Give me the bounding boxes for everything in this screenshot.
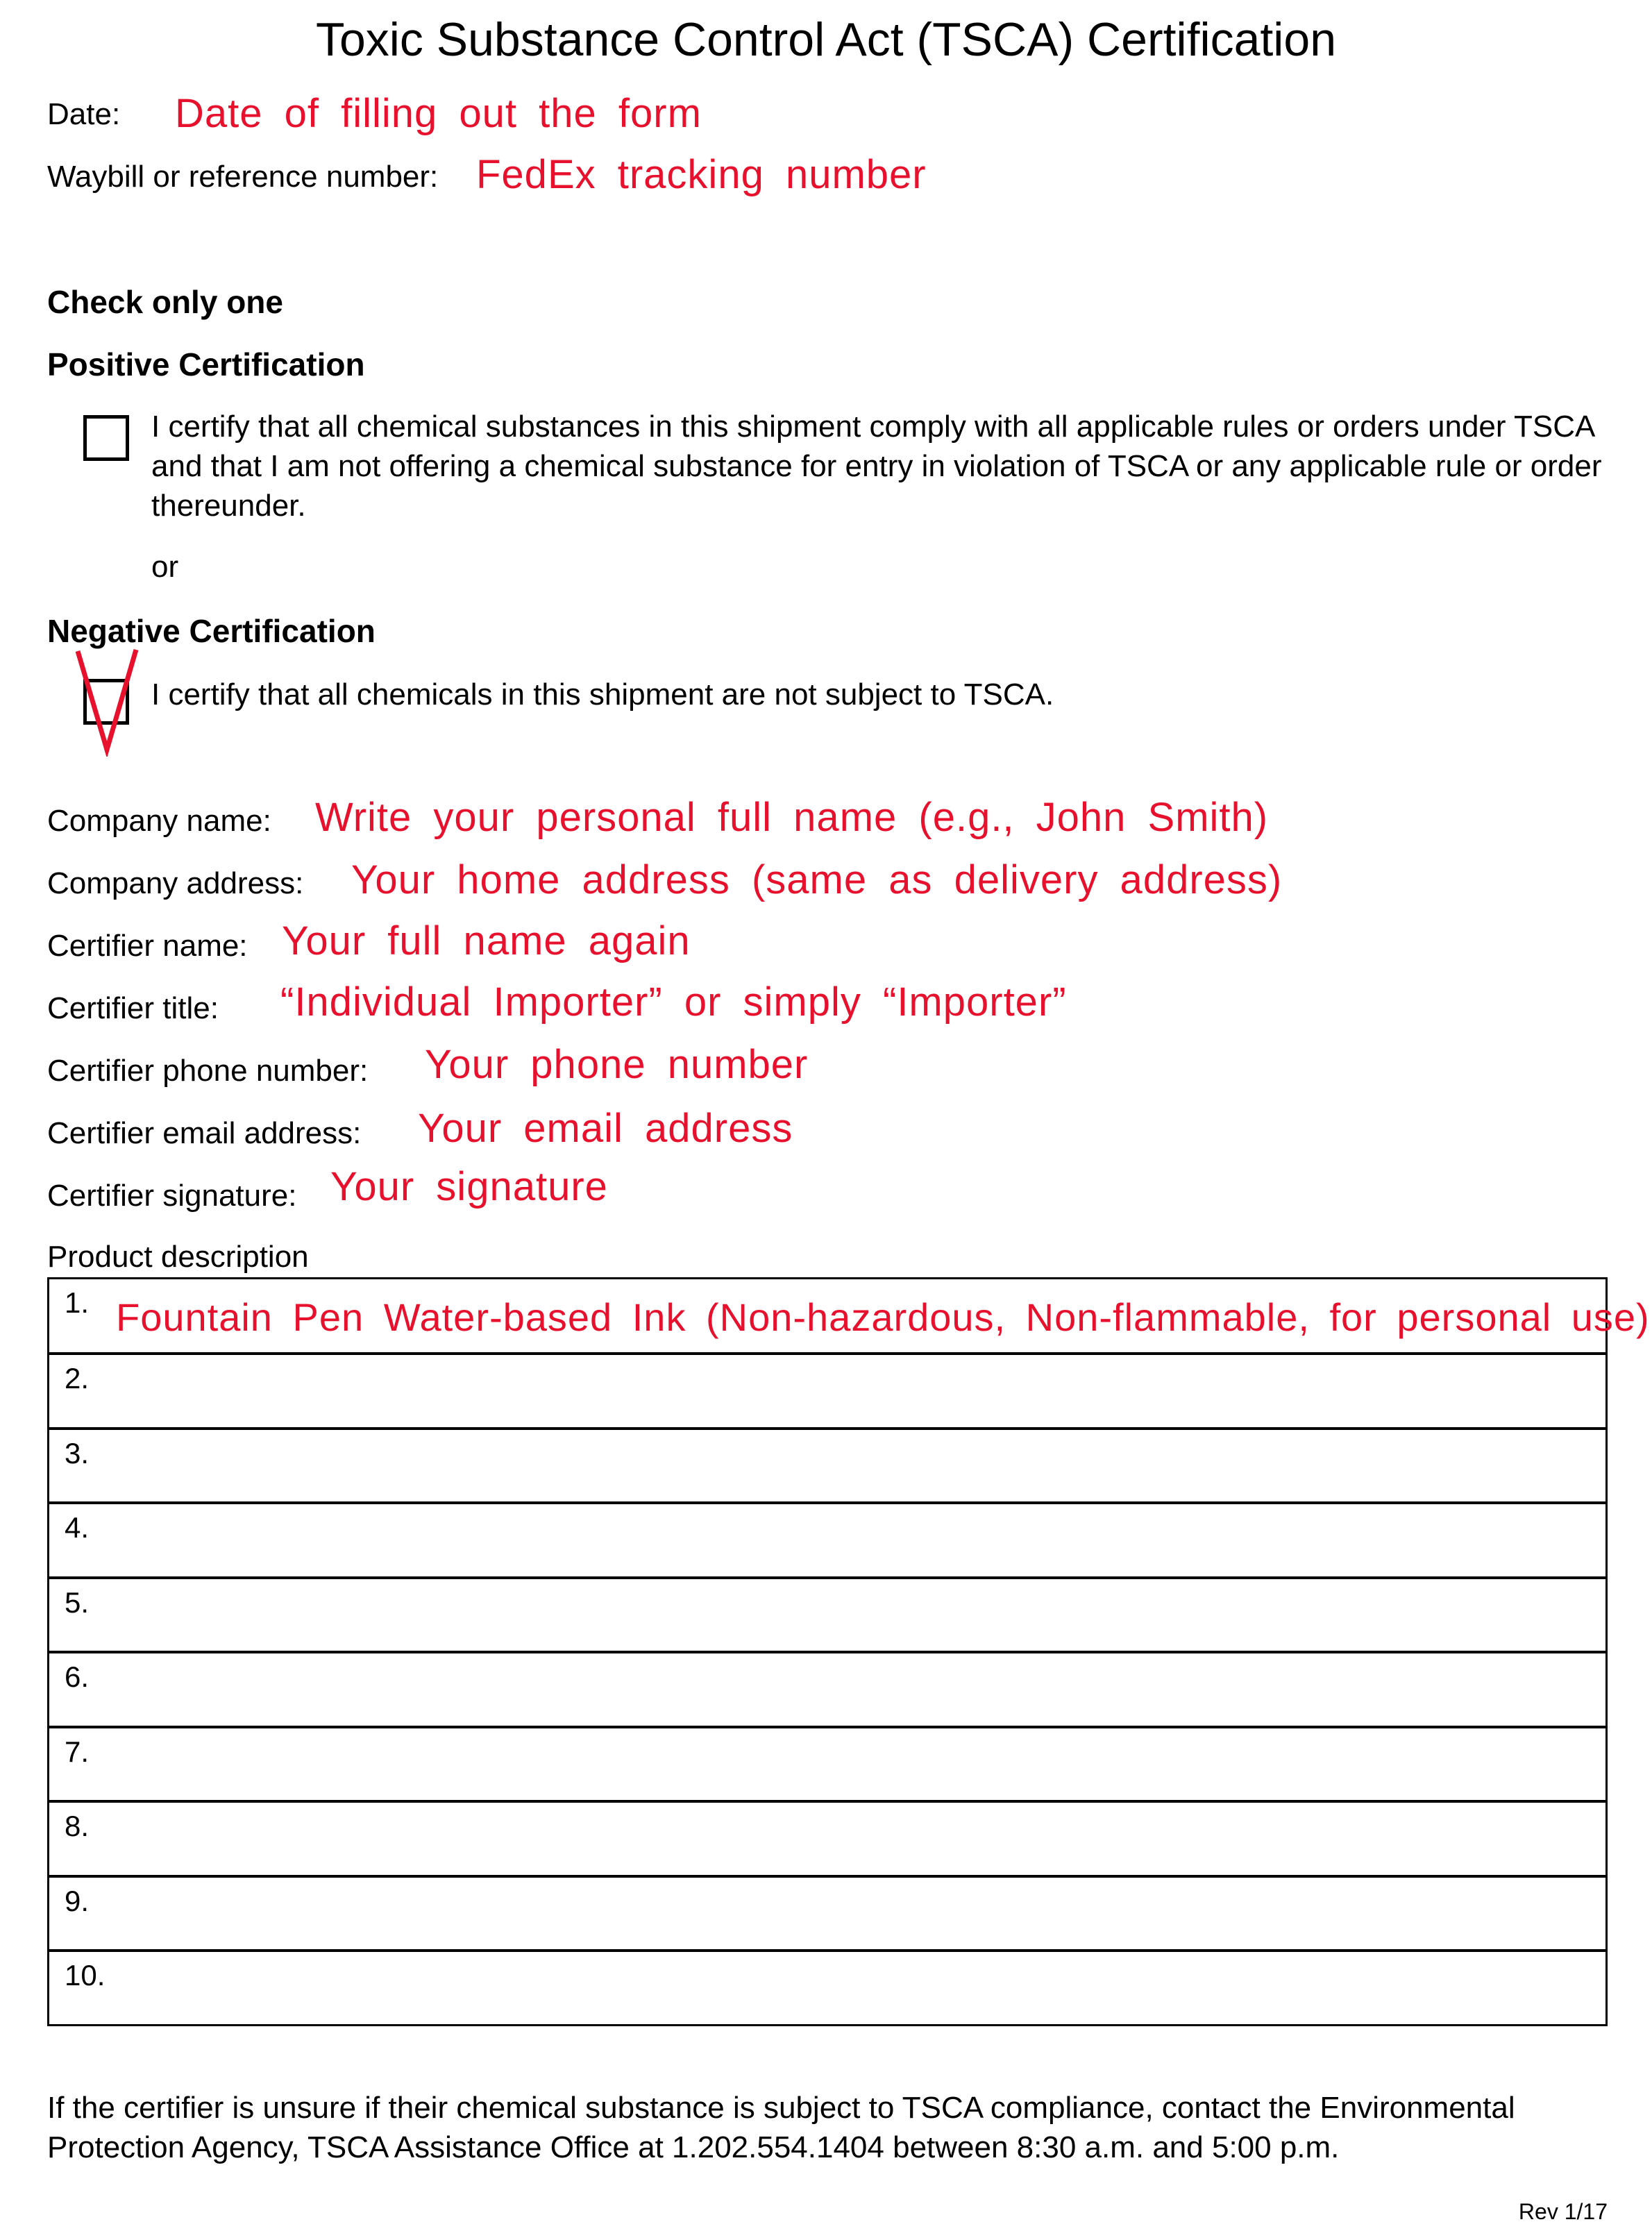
product-description-table — [47, 1277, 1650, 2026]
row-number: 3. — [65, 1436, 90, 1470]
table-row[interactable] — [49, 1800, 1605, 1875]
row-number: 2. — [65, 1362, 90, 1395]
date-label: Date: — [47, 97, 121, 131]
certifier-name-field[interactable]: Your full name again — [282, 918, 691, 963]
positive-certification-text: I certify that all chemical substances in this shipment comply with all applicable rules or orders under TSCA and that I am not offering a chemical substance for entry in violation of TSCA or any applicable rule or order thereunder. — [151, 410, 1602, 523]
waybill-label: Waybill or reference number: — [47, 160, 439, 194]
footer-note: If the certifier is unsure if their chemical substance is subject to TSCA compliance, contact the Environmental Protection Agency, TSCA Assistance Office at 1.202.554.1404 between 8:30 a.m. and 5:00 p.m. — [47, 2091, 1515, 2164]
row-number: 5. — [65, 1585, 90, 1619]
date-field[interactable]: Date of filling out the form — [175, 91, 702, 136]
row-number: 8. — [65, 1810, 90, 1842]
certifier-email-label: Certifier email address: — [47, 1116, 362, 1150]
row-number: 10. — [65, 1959, 106, 1992]
table-row[interactable] — [49, 1501, 1605, 1576]
certifier-signature-label: Certifier signature: — [47, 1179, 297, 1213]
certifier-phone-label: Certifier phone number: — [47, 1054, 369, 1088]
certifier-title-label: Certifier title: — [47, 991, 219, 1025]
certifier-name-label: Certifier name: — [47, 929, 248, 963]
or-separator: or — [151, 550, 179, 584]
row-number: 1. — [65, 1286, 90, 1319]
company-name-label: Company name: — [47, 804, 271, 838]
table-row[interactable] — [49, 1949, 1605, 2024]
company-address-label: Company address: — [47, 866, 304, 900]
check-only-one-instruction: Check only one — [47, 284, 283, 320]
table-row[interactable] — [49, 1279, 1650, 1352]
row-number: 4. — [65, 1511, 90, 1544]
negative-certification-heading: Negative Certification — [47, 613, 376, 649]
row-number: 9. — [65, 1884, 90, 1917]
product-description-label: Product description — [47, 1240, 309, 1274]
table-row[interactable] — [49, 1651, 1605, 1726]
table-row[interactable] — [49, 1576, 1605, 1651]
table-row[interactable] — [49, 1726, 1605, 1801]
table-row[interactable] — [49, 1427, 1605, 1502]
red-checkmark-icon — [69, 646, 139, 757]
table-row[interactable] — [49, 1352, 1605, 1427]
certifier-email-field[interactable]: Your email address — [418, 1106, 793, 1151]
company-name-field[interactable]: Write your personal full name (e.g., John Smith) — [315, 795, 1269, 840]
certifier-signature-field[interactable]: Your signature — [330, 1164, 608, 1209]
revision-label: Rev 1/17 — [1518, 2199, 1608, 2224]
certifier-phone-field[interactable]: Your phone number — [425, 1042, 809, 1087]
positive-certification-checkbox[interactable] — [83, 415, 129, 461]
page-title: Toxic Substance Control Act (TSCA) Certification — [315, 13, 1337, 66]
company-address-field[interactable]: Your home address (same as delivery address) — [351, 857, 1283, 902]
row-value[interactable]: Fountain Pen Water-based Ink (Non-hazardous, Non-flammable, for personal use) — [116, 1295, 1650, 1339]
waybill-field[interactable]: FedEx tracking number — [476, 152, 927, 197]
positive-certification-heading: Positive Certification — [47, 346, 365, 382]
row-number: 6. — [65, 1660, 90, 1693]
row-number: 7. — [65, 1735, 90, 1768]
table-row[interactable] — [49, 1875, 1605, 1950]
certifier-title-field[interactable]: “Individual Importer” or simply “Importer” — [280, 979, 1067, 1025]
negative-certification-text: I certify that all chemicals in this shipment are not subject to TSCA. — [151, 677, 1054, 712]
